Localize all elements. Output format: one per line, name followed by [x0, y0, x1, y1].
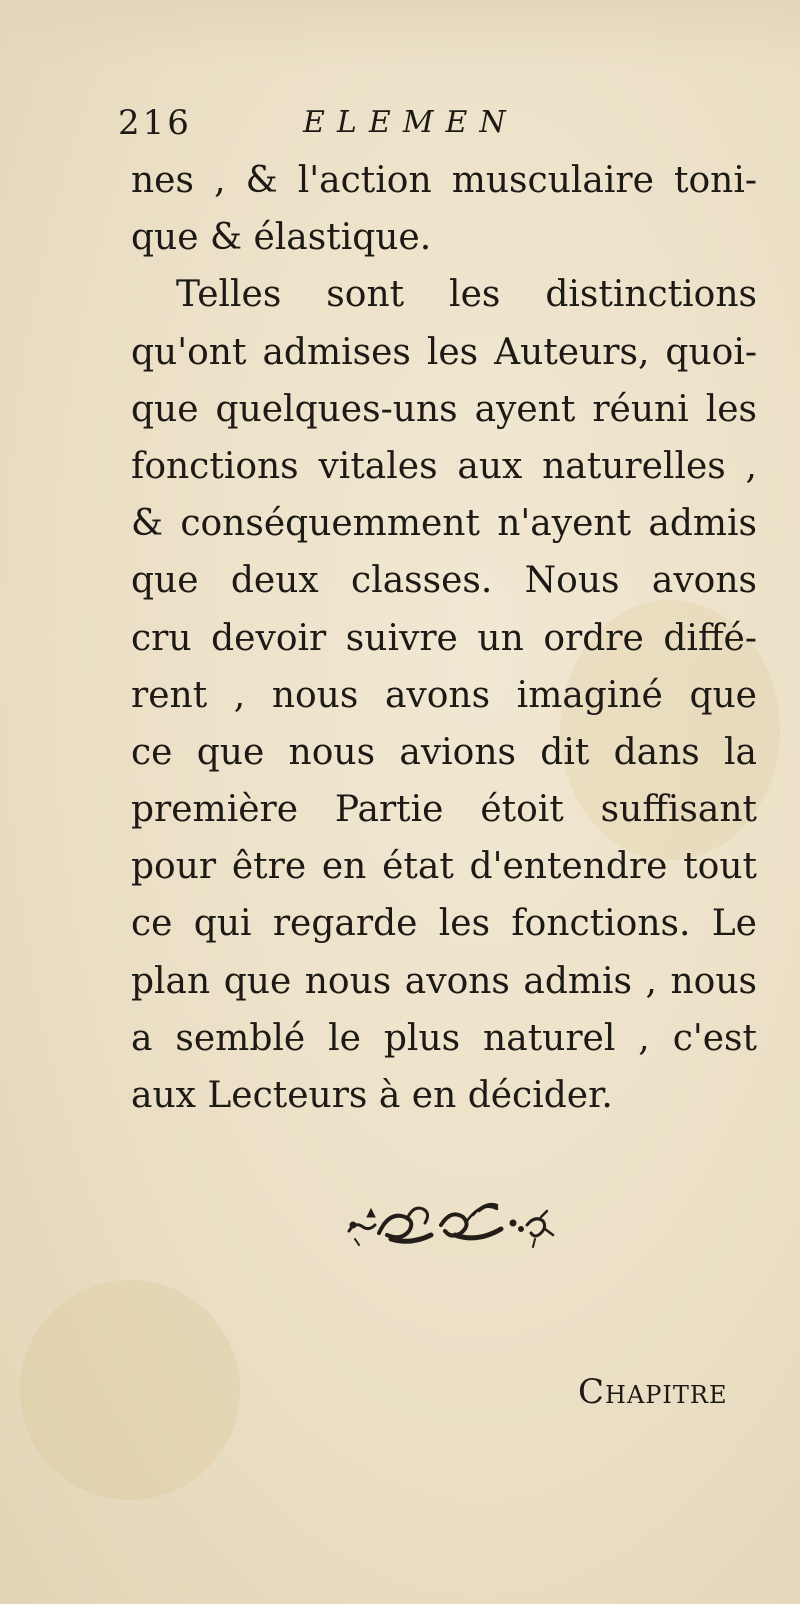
text-line: rent , nous avons imaginé que [131, 674, 757, 716]
text-line: Telles sont les distinctions [176, 274, 757, 316]
text-line: pour être en état d'entendre tout [131, 846, 757, 888]
text-line: a semblé le plus naturel , c'est [131, 1017, 757, 1059]
text-line: ce qui regarde les fonctions. Le [131, 903, 757, 945]
text-line: plan que nous avons admis , nous [131, 960, 757, 1002]
text-line: que deux classes. Nous avons [131, 560, 757, 602]
text-line: aux Lecteurs à en décider. [131, 1075, 613, 1116]
text-line: qu'ont admises les Auteurs, quoi- [131, 331, 757, 373]
text-line: & conséquemment n'ayent admis [131, 503, 757, 545]
catchword: Chapitre [578, 1372, 728, 1412]
running-title: ELEMEN [303, 105, 518, 140]
page-top-shade [0, 0, 800, 70]
fleuron-ornament-icon [345, 1195, 560, 1265]
text-line: que quelques-uns ayent réuni les [131, 388, 757, 430]
text-line: cru devoir suivre un ordre diffé- [131, 617, 757, 659]
text-line: première Partie étoit suffisant [131, 789, 757, 831]
text-line: fonctions vitales aux naturelles , [131, 445, 757, 487]
text-line: que & élastique. [131, 217, 432, 259]
text-line: nes , & l'action musculaire toni- [131, 160, 757, 201]
text-line: ce que nous avions dit dans la [131, 731, 757, 773]
body-text [131, 152, 757, 1124]
running-head [118, 100, 718, 146]
paper-stain [20, 1280, 240, 1500]
page-number: 216 [118, 103, 192, 143]
